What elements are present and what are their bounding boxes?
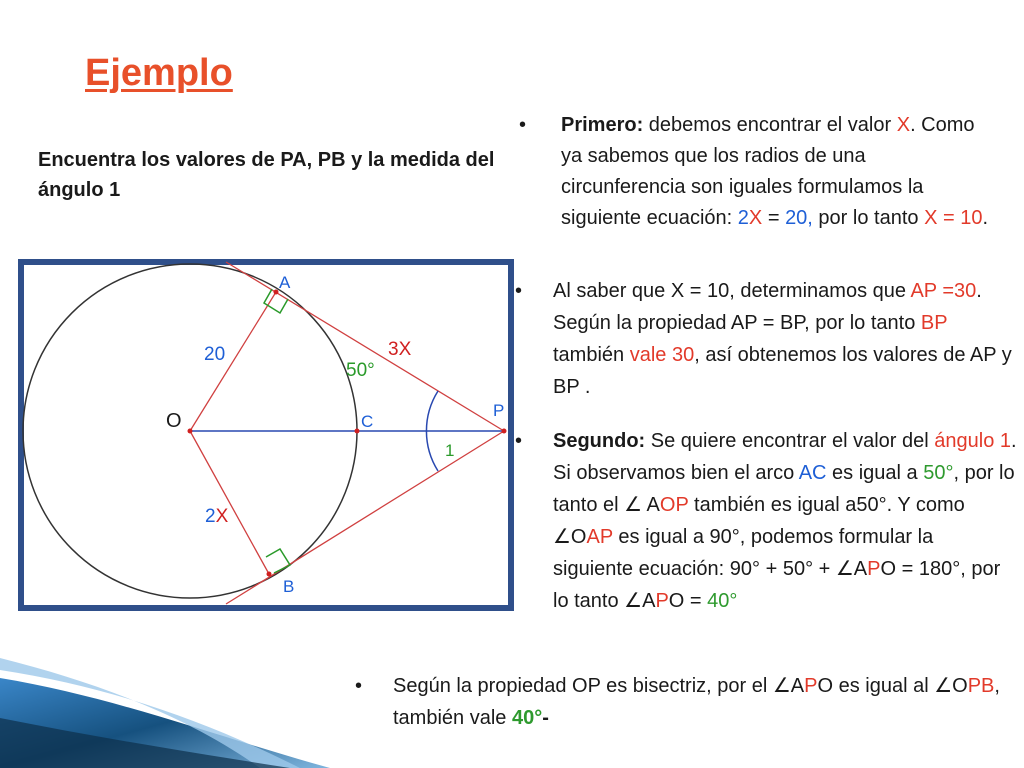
text-span: . Si observamos bien el arco — [553, 430, 1017, 484]
point-C — [355, 429, 360, 434]
label-2x-variable: X — [215, 506, 229, 527]
text-span: por lo tanto — [812, 207, 925, 229]
text-span: ∠A — [772, 675, 805, 697]
label-50-degrees: 50° — [346, 360, 375, 381]
text-span: BP — [920, 312, 948, 334]
point-B — [267, 572, 272, 577]
text-span: AP — [586, 526, 613, 548]
label-angle-1: 1 — [445, 441, 455, 460]
text-span: ∠O — [553, 526, 587, 548]
segundo-heading: Segundo: — [553, 430, 646, 452]
point-P — [502, 429, 507, 434]
slide-title: Ejemplo — [85, 52, 233, 94]
label-C: C — [361, 412, 374, 431]
point-A — [274, 290, 279, 295]
label-3x: 3X — [388, 339, 412, 360]
text-span: X — [748, 207, 763, 229]
text-span: PB — [967, 675, 995, 697]
text-span: ∠ A — [624, 494, 660, 516]
text-span: , así obtenemos los valores de AP y BP . — [553, 344, 1012, 398]
text-span: , también vale — [393, 675, 1000, 729]
text-span: Se quiere encontrar el valor del — [645, 430, 935, 452]
label-O: O — [166, 410, 182, 432]
text-span: AP =30 — [910, 280, 977, 302]
text-span: vale 30 — [629, 344, 695, 366]
text-span: 50° — [923, 462, 954, 484]
bullet-dot: • — [355, 675, 363, 697]
text-span: , por lo tanto el — [553, 462, 1015, 516]
primero-heading: Primero: — [561, 114, 644, 136]
text-span: . — [982, 207, 989, 229]
label-2x — [205, 506, 229, 527]
text-span: 20, — [785, 207, 813, 229]
text-span: O = — [668, 590, 708, 612]
text-span: O = 180°, por lo tanto — [553, 558, 1001, 612]
text-span: OP — [659, 494, 689, 516]
text-span: AC — [798, 462, 827, 484]
text-span: . Como ya sabemos que los radios de una circunferencia son iguales formulamos la siguiente ecuación: — [561, 114, 975, 229]
bullet-dot: • — [515, 430, 523, 452]
text-span: también — [553, 344, 630, 366]
label-B: B — [283, 577, 295, 596]
label-P: P — [493, 401, 505, 420]
bullet-primero — [519, 110, 991, 234]
text-span: también es igual a50°. Y como — [688, 494, 965, 516]
text-span: P — [655, 590, 669, 612]
text-span: 40° — [511, 707, 543, 729]
figure-frame — [21, 262, 511, 608]
label-2x-coefficient: 2 — [205, 506, 216, 527]
text-span: 2 — [737, 207, 749, 229]
point-O — [188, 429, 193, 434]
text-span: 40° — [707, 590, 738, 612]
text-span: ángulo 1 — [934, 430, 1012, 452]
text-span: - — [542, 707, 549, 729]
text-span: debemos encontrar el valor — [643, 114, 897, 136]
text-span: ∠O — [934, 675, 968, 697]
text-span: X — [896, 114, 911, 136]
bullet-segundo — [515, 425, 1018, 617]
text-span: Al saber que X = 10, determinamos que — [553, 280, 911, 302]
text-span: X = 10 — [924, 207, 983, 229]
geometry-figure — [18, 259, 514, 611]
label-20: 20 — [204, 344, 226, 365]
bullet-al-saber — [515, 275, 1015, 403]
text-span: O es igual al — [817, 675, 935, 697]
text-span: P — [867, 558, 881, 580]
bullet-dot: • — [515, 280, 523, 302]
text-span: es igual a 90°, podemos formular la siguiente ecuación: 90° + 50° + — [553, 526, 934, 580]
text-span: ∠A — [835, 558, 868, 580]
decorative-wave — [0, 658, 1024, 768]
problem-statement: Encuentra los valores de PA, PB y la medida del ángulo 1 — [38, 149, 495, 201]
text-span: es igual a — [826, 462, 924, 484]
label-A: A — [279, 273, 291, 292]
bullet-dot: • — [519, 114, 527, 136]
text-span: P — [804, 675, 818, 697]
text-span: . Según la propiedad AP = BP, por lo tanto — [553, 280, 982, 334]
text-span: Según la propiedad OP es bisectriz, por el — [393, 675, 773, 697]
text-span: ∠A — [624, 590, 656, 612]
text-span: = — [762, 207, 786, 229]
